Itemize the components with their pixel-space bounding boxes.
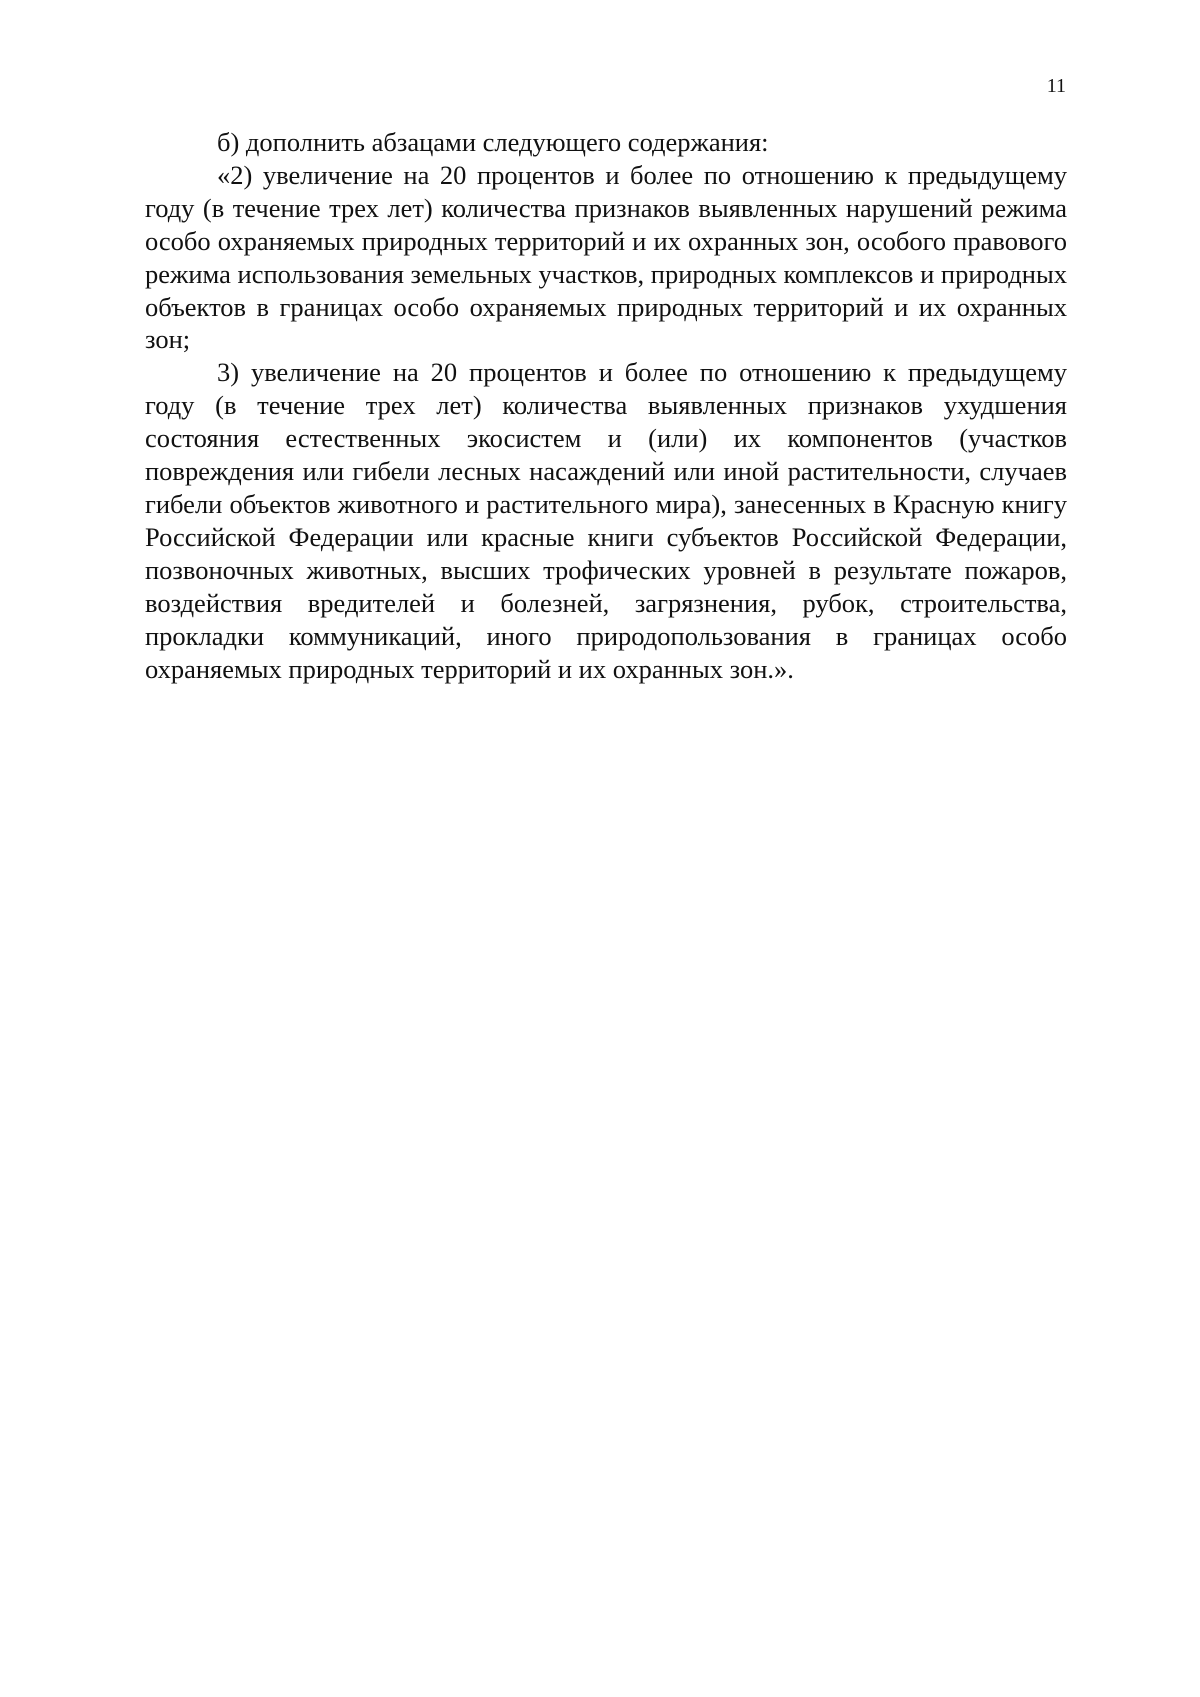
page-number: 11 [1046, 75, 1066, 97]
paragraph-intro: б) дополнить абзацами следующего содержания: [217, 127, 769, 157]
paragraph-item-3: 3) увеличение на 20 процентов и более по отношению к предыдущему году (в течение трех лет) количества выявленных признаков ухудшения состояния естественных экосистем и (или) их компонентов (участков повреждения или гибели лесных насаждений или иной растительности, случаев гибели объектов животного и растительного мира), занесенных в Красную книгу Российской Федерации или красные книги субъектов Российской Федерации, позвоночных животных, высших трофических уровней в результате пожаров, воздействия вредителей и болезней, загрязнения, рубок, строительства, прокладки коммуникаций, иного природопользования в границах особо охраняемых природных территорий и их охранных зон.». [145, 357, 1067, 684]
paragraph-item-2: «2) увеличение на 20 процентов и более по отношению к предыдущему году (в течение трех лет) количества признаков выявленных нарушений режима особо охраняемых природных территорий и их охранных зон, особого правового режима использования земельных участков, природных комплексов и природных объектов в границах особо охраняемых природных территорий и их охранных зон; [145, 159, 1067, 355]
document-body [145, 126, 1067, 685]
